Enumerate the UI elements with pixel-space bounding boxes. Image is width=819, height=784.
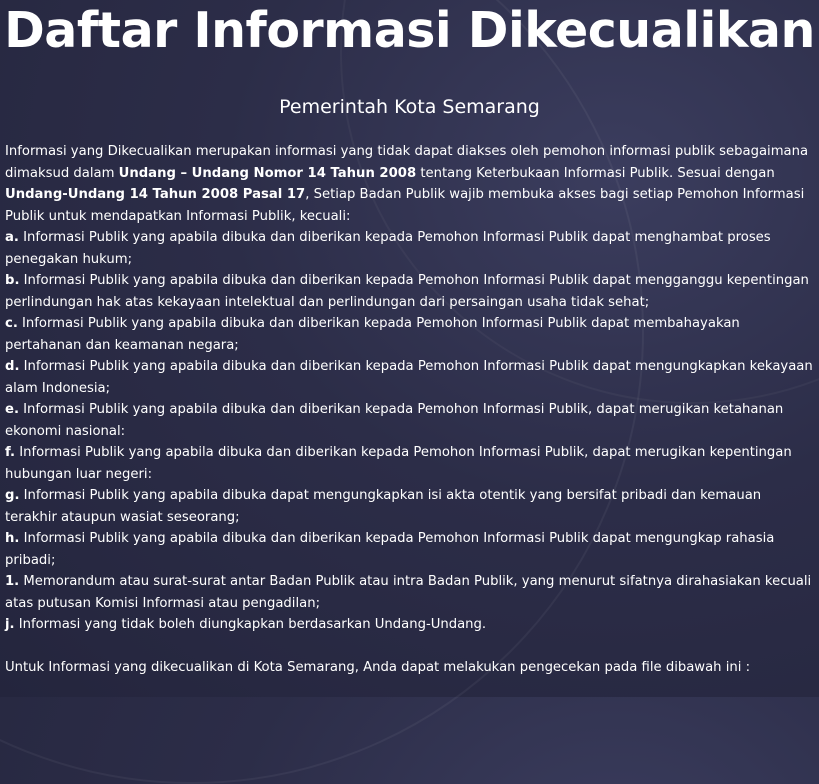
item-marker: e. bbox=[5, 402, 19, 417]
exception-item-h bbox=[5, 528, 813, 571]
intro-text: , Setiap Badan Publik wajib membuka akses bagi setiap Pemohon Informasi Publik untuk mendapatkan Informasi Publik, kecuali: bbox=[5, 187, 805, 224]
info-body bbox=[5, 141, 813, 679]
closing-paragraph: Untuk Informasi yang dikecualikan di Kota Semarang, Anda dapat melakukan pengecekan pada file dibawah ini : bbox=[5, 660, 751, 675]
exception-item-c bbox=[5, 313, 813, 356]
intro-text: Informasi yang Dikecualikan merupakan informasi yang tidak dapat diakses oleh pemohon informasi publik sebagaimana dimaksud dalam bbox=[5, 144, 809, 181]
exception-item-b bbox=[5, 270, 813, 313]
item-marker: a. bbox=[5, 230, 19, 245]
item-text: Informasi Publik yang apabila dibuka dan diberikan kepada Pemohon Informasi Publik, dapat merugikan ketahanan ekonomi nasional: bbox=[5, 402, 784, 439]
exception-item-j bbox=[5, 614, 813, 636]
item-marker: h. bbox=[5, 531, 20, 546]
item-text: Informasi Publik yang apabila dibuka dan diberikan kepada Pemohon Informasi Publik dapat membahayakan pertahanan dan keamanan negara; bbox=[5, 316, 740, 353]
item-marker: d. bbox=[5, 359, 20, 374]
page-title: Daftar Informasi Dikecualikan bbox=[4, 2, 815, 59]
item-text: Informasi Publik yang apabila dibuka dan diberikan kepada Pemohon Informasi Publik dapat mengungkapkan kekayaan alam Indonesia; bbox=[5, 359, 813, 396]
item-text: Informasi Publik yang apabila dibuka dan diberikan kepada Pemohon Informasi Publik dapat mengungkap rahasia pribadi; bbox=[5, 531, 775, 568]
exception-item-f bbox=[5, 442, 813, 485]
item-marker: g. bbox=[5, 488, 20, 503]
exception-item-i bbox=[5, 571, 813, 614]
item-marker: c. bbox=[5, 316, 18, 331]
item-marker: j. bbox=[5, 617, 15, 632]
item-text: Informasi yang tidak boleh diungkapkan berdasarkan Undang-Undang. bbox=[14, 617, 487, 632]
exception-item-d bbox=[5, 356, 813, 399]
item-text: Informasi Publik yang apabila dibuka dan diberikan kepada Pemohon Informasi Publik dapat mengganggu kepentingan perlindungan hak atas kekayaan intelektual dan perlindungan dari persaingan usaha tidak sehat; bbox=[5, 273, 809, 310]
item-text: Informasi Publik yang apabila dibuka dapat mengungkapkan isi akta otentik yang bersifat pribadi dan kemauan terakhir ataupun wasiat seseorang; bbox=[5, 488, 762, 525]
item-marker: 1. bbox=[5, 574, 20, 589]
page-subtitle: Pemerintah Kota Semarang bbox=[279, 96, 540, 118]
item-marker: f. bbox=[5, 445, 16, 460]
law-reference: Undang – Undang Nomor 14 Tahun 2008 bbox=[118, 165, 417, 181]
intro-paragraph bbox=[5, 141, 813, 227]
exception-item-g bbox=[5, 485, 813, 528]
item-marker: b. bbox=[5, 273, 20, 288]
item-text: Informasi Publik yang apabila dibuka dan diberikan kepada Pemohon Informasi Publik dapat menghambat proses penegakan hukum; bbox=[5, 230, 771, 267]
intro-text: tentang Keterbukaan Informasi Publik. Sesuai dengan bbox=[416, 165, 775, 181]
item-text: Memorandum atau surat-surat antar Badan Publik atau intra Badan Publik, yang menurut sifatnya dirahasiakan kecuali atas putusan Komisi Informasi atau pengadilan; bbox=[5, 574, 812, 611]
exception-item-e bbox=[5, 399, 813, 442]
law-reference: Undang-Undang 14 Tahun 2008 Pasal 17 bbox=[5, 187, 306, 202]
exception-item-a bbox=[5, 227, 813, 270]
item-text: Informasi Publik yang apabila dibuka dan diberikan kepada Pemohon Informasi Publik, dapat merugikan kepentingan hubungan luar negeri: bbox=[5, 445, 792, 482]
